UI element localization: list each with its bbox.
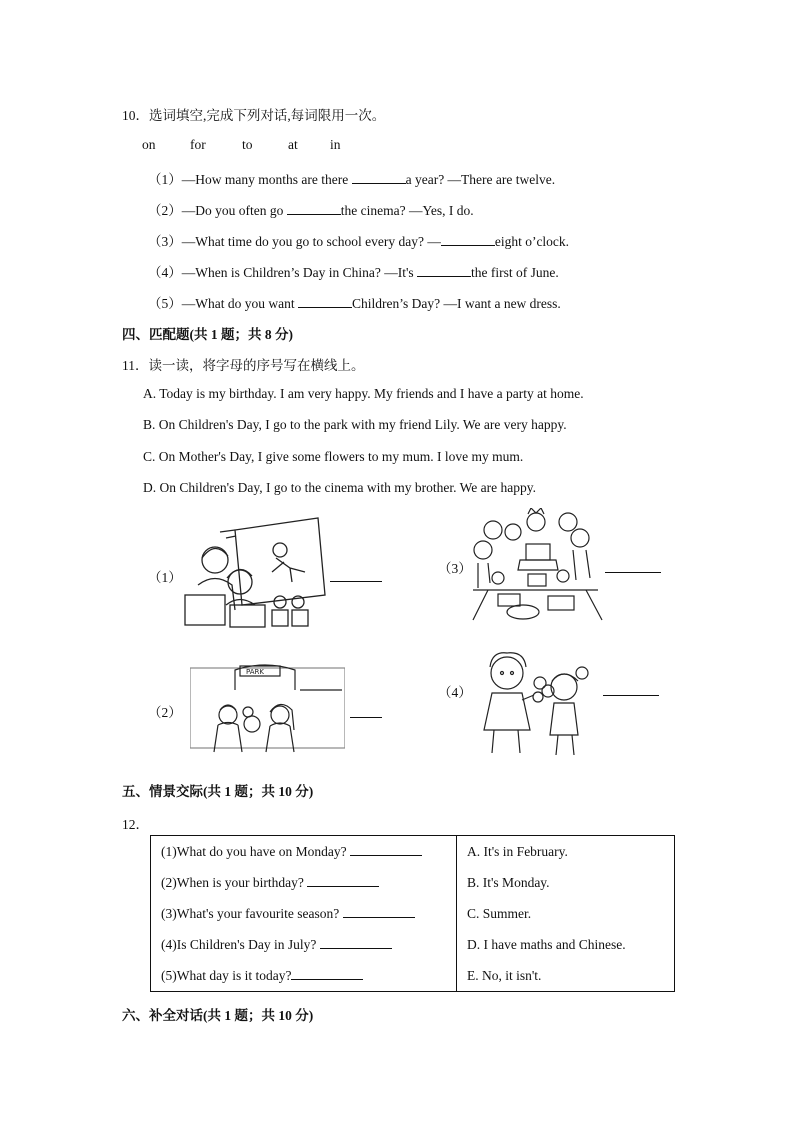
answer-blank[interactable]	[291, 967, 363, 980]
picture-4-label: （4）	[438, 685, 472, 700]
answer-blank[interactable]	[417, 264, 471, 277]
picture-1-blank[interactable]	[330, 580, 382, 582]
picture-1-label: （1）	[148, 570, 182, 585]
question-row: (4)Is Children's Day in July?	[151, 929, 456, 960]
cinema-illustration	[180, 510, 330, 630]
section4-heading: 四、匹配题(共 1 题；共 8 分)	[122, 327, 293, 342]
picture-4-blank[interactable]	[603, 694, 659, 696]
answers-column	[457, 836, 675, 992]
q10-item-4: （4）—When is Children’s Day in China? —It's the first of June.	[148, 265, 559, 280]
q12-title: 12．	[122, 817, 149, 832]
answer-option: B. It's Monday.	[467, 875, 550, 890]
party-illustration	[468, 508, 603, 628]
picture-3-label: （3）	[438, 561, 472, 576]
option-c: C. On Mother's Day, I give some flowers to my mum. I love my mum.	[143, 449, 524, 464]
word-option: for	[190, 137, 206, 152]
matching-table	[150, 835, 675, 992]
q10-item-2: （2）—Do you often go the cinema? —Yes, I do.	[148, 203, 474, 218]
answer-option: A. It's in February.	[467, 844, 568, 859]
picture-3-blank[interactable]	[605, 571, 661, 573]
answer-option: E. No, it isn't.	[467, 968, 542, 983]
q10-item-1: （1）—How many months are there a year? —There are twelve.	[148, 172, 556, 187]
word-option: at	[288, 137, 298, 152]
q11-title: 11．读一读，将字母的序号写在横线上。	[122, 358, 365, 373]
q10-title: 10．选词填空,完成下列对话,每词限用一次。	[122, 108, 386, 123]
q10-item-5: （5）—What do you want Children’s Day? —I want a new dress.	[148, 296, 561, 311]
park-sign: PARK	[246, 668, 265, 676]
mother-flowers-illustration	[472, 645, 594, 763]
section5-heading: 五、情景交际(共 1 题；共 10 分)	[122, 784, 314, 799]
option-a: A. Today is my birthday. I am very happy. My friends and I have a party at home.	[143, 386, 584, 401]
question-row: (3)What's your favourite season?	[151, 898, 456, 929]
answer-blank[interactable]	[298, 295, 352, 308]
q10-item-3: （3）—What time do you go to school every day? — eight o’clock.	[148, 234, 570, 249]
word-option: to	[242, 137, 253, 152]
questions-column	[151, 836, 457, 992]
question-row: (2)When is your birthday?	[151, 867, 456, 898]
answer-blank[interactable]	[343, 905, 415, 918]
answer-blank[interactable]	[350, 843, 422, 856]
question-row: (1)What do you have on Monday?	[151, 836, 456, 867]
word-option: in	[330, 137, 341, 152]
section6-heading: 六、补全对话(共 1 题；共 10 分)	[122, 1008, 314, 1023]
option-b: B. On Children's Day, I go to the park with my friend Lily. We are very happy.	[143, 417, 567, 432]
word-bank	[142, 137, 341, 153]
answer-blank[interactable]	[352, 171, 406, 184]
question-row: (5)What day is it today?	[151, 960, 456, 991]
answer-option: C. Summer.	[467, 906, 532, 921]
picture-2-blank[interactable]	[350, 716, 382, 718]
answer-blank[interactable]	[320, 936, 392, 949]
park-illustration	[190, 660, 345, 760]
option-d: D. On Children's Day, I go to the cinema with my brother. We are happy.	[143, 480, 537, 495]
answer-blank[interactable]	[287, 202, 341, 215]
picture-2-label: （2）	[148, 705, 182, 720]
answer-blank[interactable]	[441, 233, 495, 246]
answer-option: D. I have maths and Chinese.	[467, 937, 626, 952]
word-option: on	[142, 137, 156, 152]
answer-blank[interactable]	[307, 874, 379, 887]
